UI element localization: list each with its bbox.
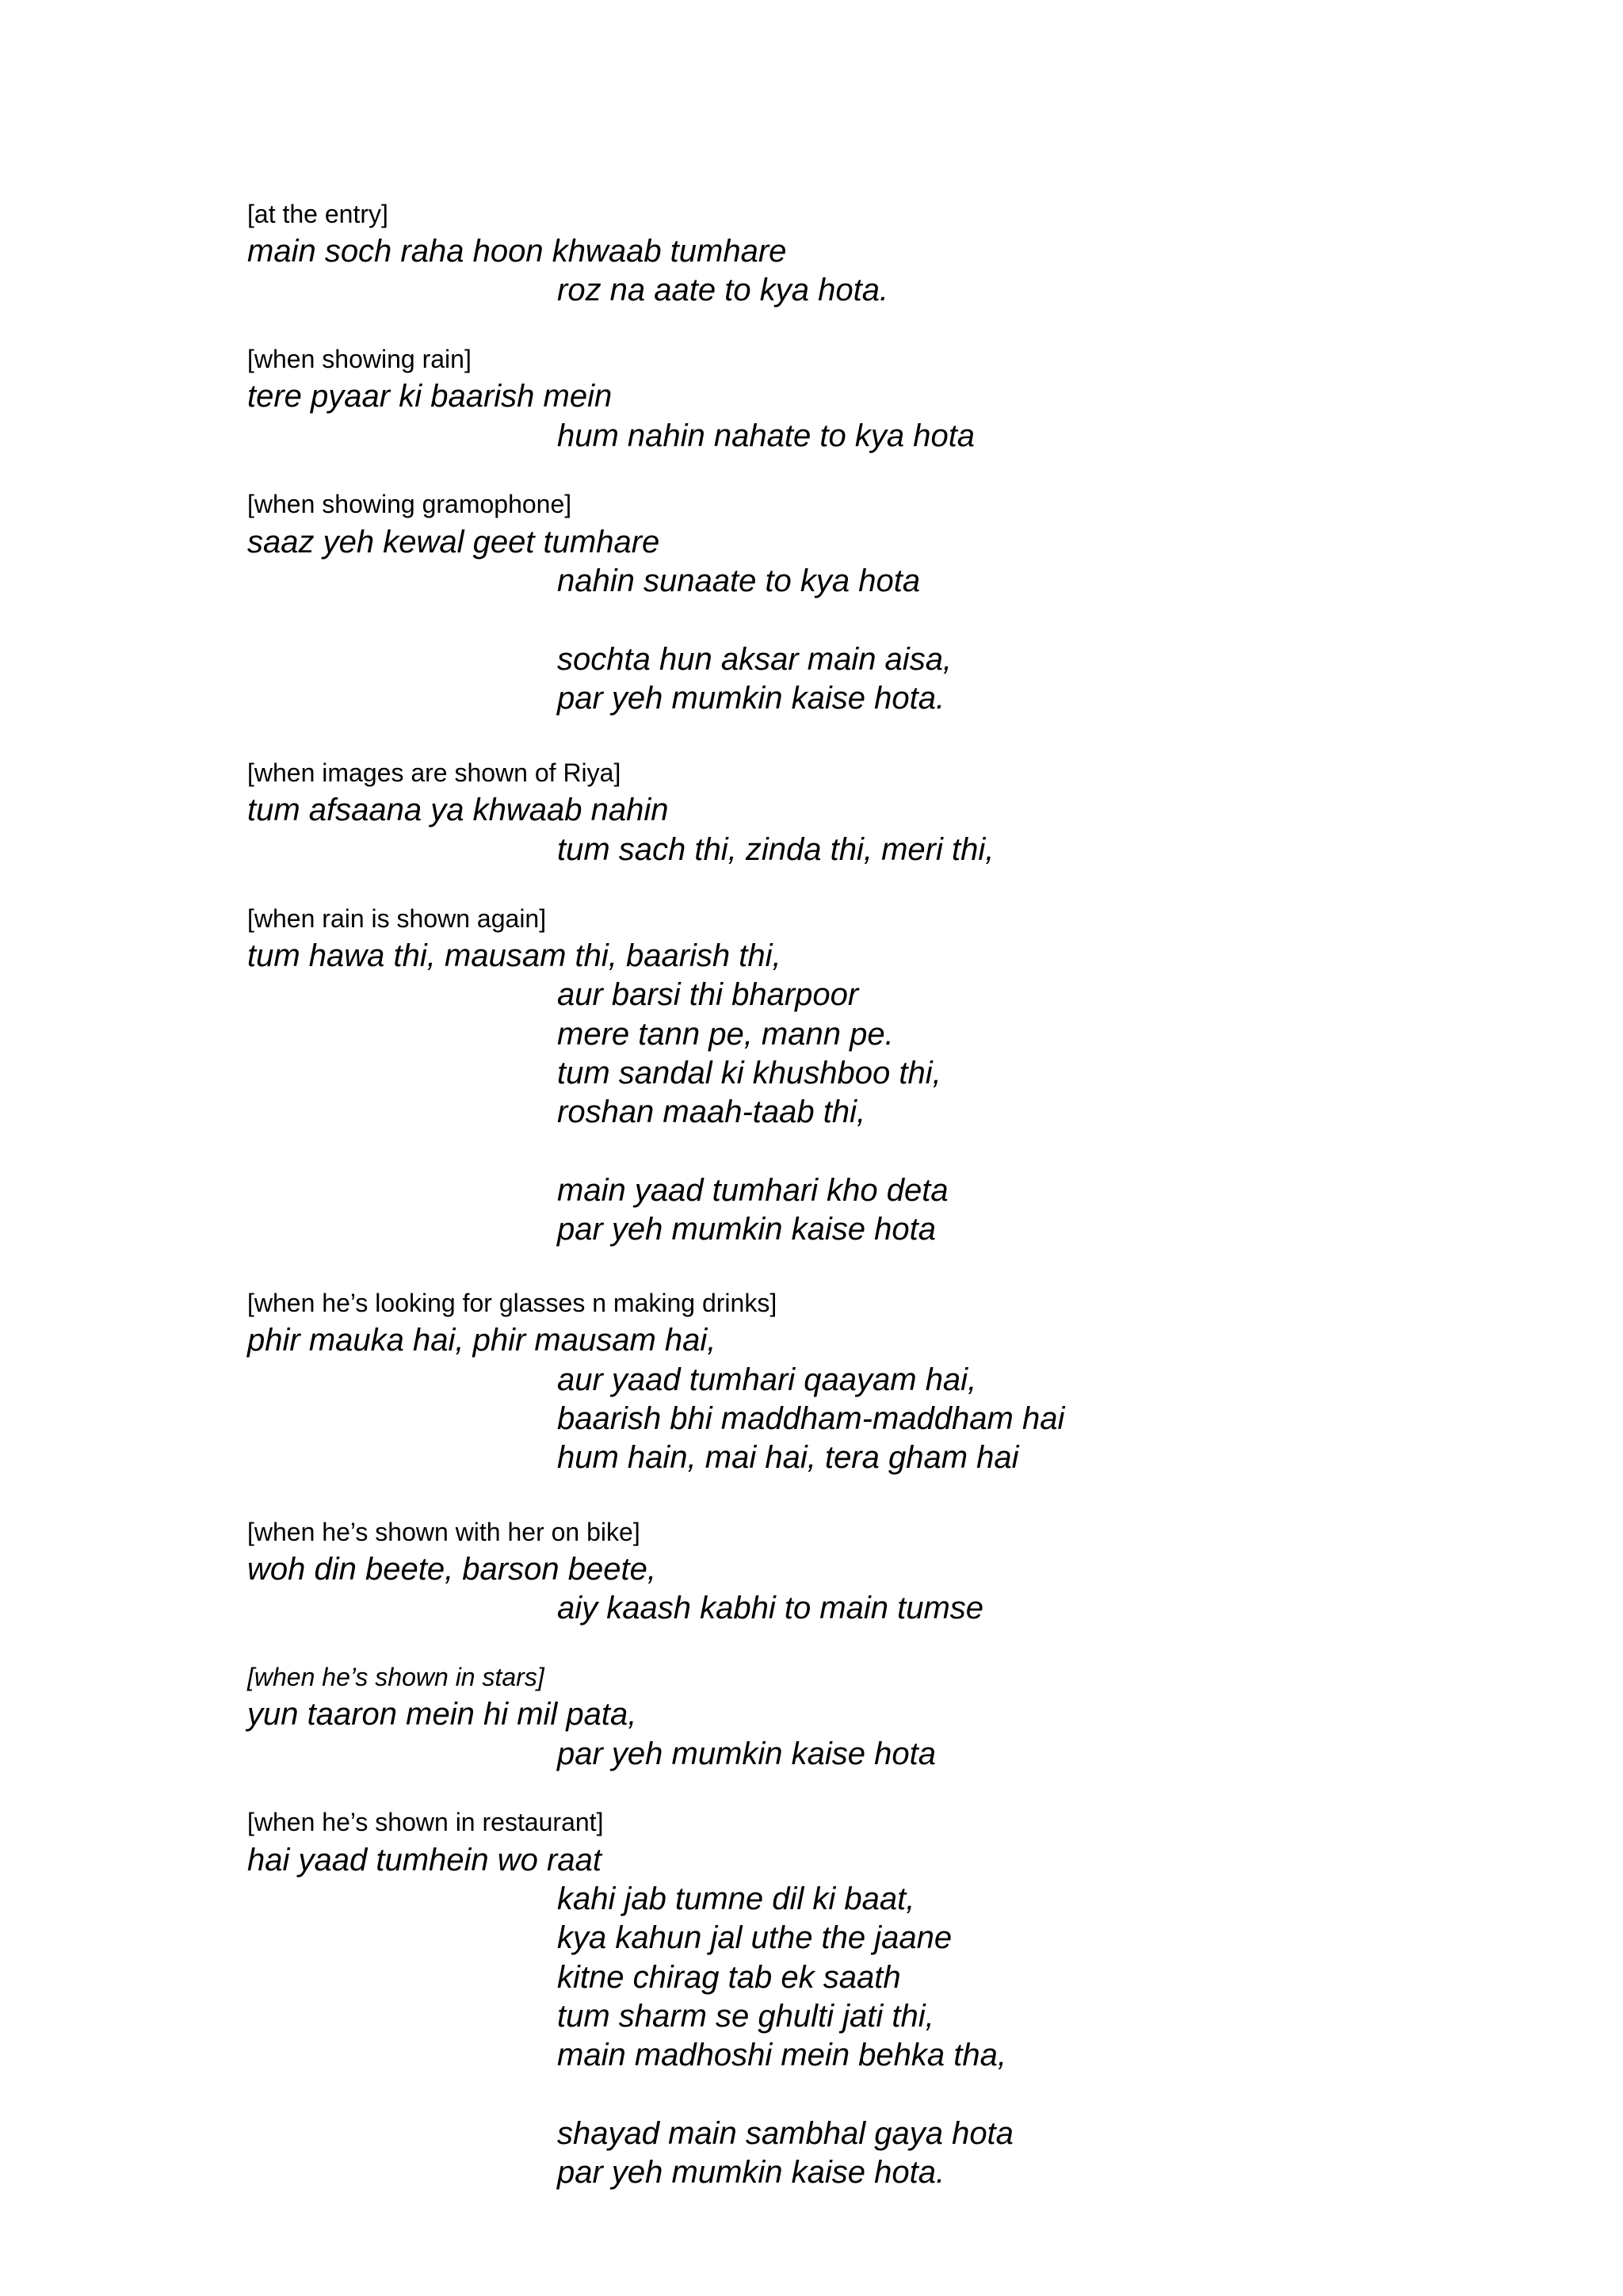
lyric-lead-line: yun taaron mein hi mil pata,: [247, 1697, 637, 1732]
lyric-indented-line: baarish bhi maddham-maddham hai: [557, 1401, 1065, 1436]
lyric-indented-line: roshan maah-taab thi,: [557, 1095, 866, 1129]
lyric-indented-line: kitne chirag tab ek saath: [557, 1960, 901, 1995]
lyric-indented-line: par yeh mumkin kaise hota.: [557, 681, 945, 716]
lyric-indented-line: hum hain, mai hai, tera gham hai: [557, 1440, 1019, 1475]
lyric-indented-line: hum nahin nahate to kya hota: [557, 418, 976, 453]
lyric-indented-line: aur barsi thi bharpoor: [557, 977, 859, 1012]
lyric-indented-line: main yaad tumhari kho deta: [557, 1173, 949, 1208]
scene-cue: [when rain is shown again]: [247, 904, 547, 933]
lyric-indented-line: tum sandal ki khushboo thi,: [557, 1056, 941, 1091]
scene-cue: [when images are shown of Riya]: [247, 758, 621, 787]
lyric-indented-line: mere tann pe, mann pe.: [557, 1017, 894, 1052]
lyric-indented-line: nahin sunaate to kya hota: [557, 563, 921, 598]
lyric-lead-line: tere pyaar ki baarish mein: [247, 379, 613, 414]
scene-cue: [when showing rain]: [247, 345, 472, 373]
lyric-lead-line: saaz yeh kewal geet tumhare: [247, 525, 660, 560]
lyric-indented-line: aur yaad tumhari qaayam hai,: [557, 1362, 977, 1397]
lyric-indented-line: main madhoshi mein behka tha,: [557, 2038, 1006, 2073]
scene-cue: [when showing gramophone]: [247, 490, 572, 518]
lyric-indented-line: tum sharm se ghulti jati thi,: [557, 1999, 934, 2034]
lyric-indented-line: par yeh mumkin kaise hota.: [557, 2155, 945, 2190]
lyric-indented-line: aiy kaash kabhi to main tumse: [557, 1591, 984, 1626]
lyric-indented-line: kahi jab tumne dil ki baat,: [557, 1881, 915, 1916]
scene-cue: [when he’s shown with her on bike]: [247, 1518, 640, 1546]
lyric-indented-line: tum sach thi, zinda thi, meri thi,: [557, 832, 995, 867]
lyric-lead-line: main soch raha hoon khwaab tumhare: [247, 234, 787, 269]
lyric-lead-line: phir mauka hai, phir mausam hai,: [247, 1323, 716, 1358]
lyric-lead-line: tum hawa thi, mausam thi, baarish thi,: [247, 938, 781, 973]
scene-cue: [when he’s shown in stars]: [247, 1663, 544, 1691]
lyric-indented-line: par yeh mumkin kaise hota: [557, 1212, 937, 1247]
scene-cue: [when he’s shown in restaurant]: [247, 1808, 604, 1836]
lyric-indented-line: sochta hun aksar main aisa,: [557, 642, 953, 677]
lyric-indented-line: kya kahun jal uthe the jaane: [557, 1920, 953, 1955]
lyric-indented-line: shayad main sambhal gaya hota: [557, 2116, 1014, 2151]
scene-cue: [at the entry]: [247, 200, 388, 228]
lyric-lead-line: woh din beete, barson beete,: [247, 1552, 656, 1587]
scene-cue: [when he’s looking for glasses n making drinks]: [247, 1289, 777, 1317]
lyric-indented-line: roz na aate to kya hota.: [557, 273, 889, 308]
lyric-lead-line: hai yaad tumhein wo raat: [247, 1843, 601, 1878]
lyric-indented-line: par yeh mumkin kaise hota: [557, 1736, 937, 1771]
lyric-lead-line: tum afsaana ya khwaab nahin: [247, 793, 669, 827]
